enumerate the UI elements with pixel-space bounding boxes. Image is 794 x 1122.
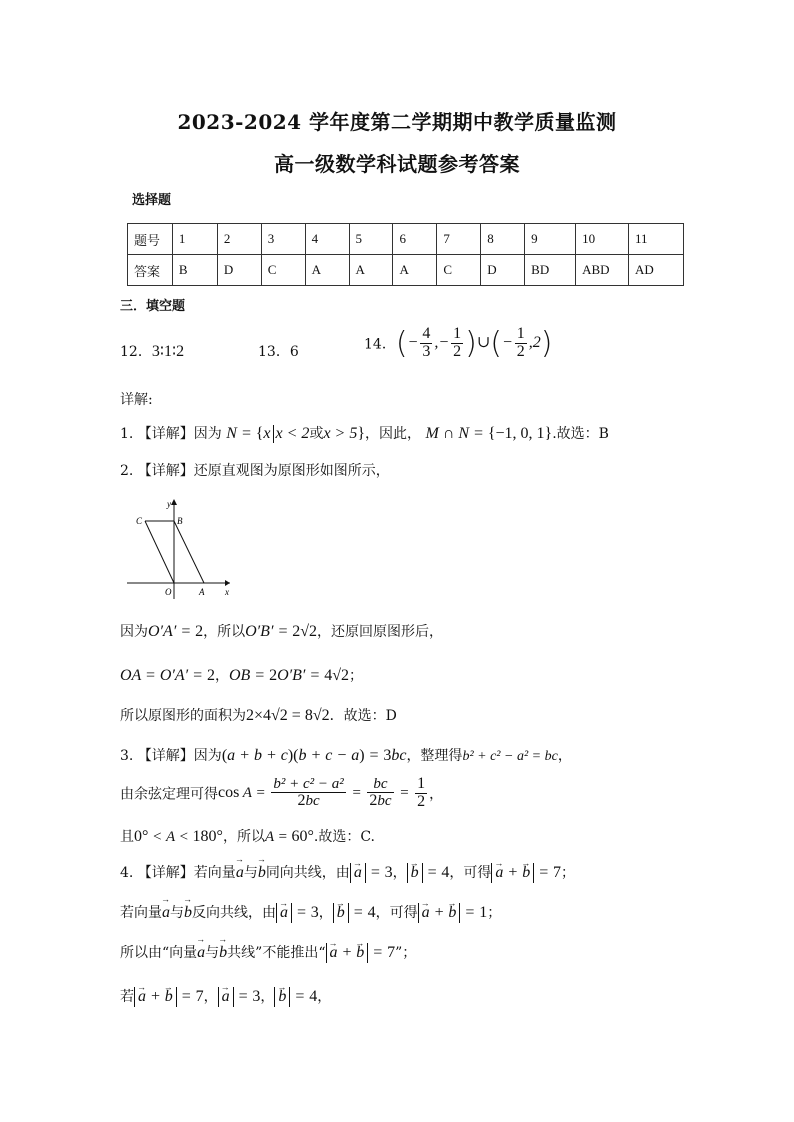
table-row (128, 224, 684, 255)
table-cell: A (393, 255, 437, 286)
x-axis-label: x (225, 587, 229, 597)
solution-2-line-1: 因为O′A′ = 2，所以O′B′ = 2√2，还原回原图形后， (120, 623, 444, 640)
table-cell: 3 (261, 224, 305, 255)
solution-4-line-2: 若向量→ a与→ b反向共线，由→ a = 3，→ b = 4，可得→ a + → b = 1； (120, 902, 501, 923)
table-cell: 4 (305, 224, 349, 255)
solution-2-line-2: OA = O′A′ = 2，OB = 2O′B′ = 4√2； (120, 667, 363, 684)
y-axis-arrow-icon (171, 499, 177, 505)
oblique-drawing-diagram (125, 495, 235, 600)
table-cell: 7 (437, 224, 481, 255)
fill-section-header: 三．填空题 (120, 299, 186, 314)
answer-table (127, 223, 684, 286)
table-cell: C (437, 255, 481, 286)
table-cell: D (217, 255, 261, 286)
table-cell: 9 (525, 224, 576, 255)
solution-3-line-1: 3. 【详解】因为(a + b + c)(b + c − a) = 3bc，整理得b² + c² − a² = bc， (120, 747, 572, 764)
details-label: 详解: (120, 392, 153, 408)
fill-answer-13: 13．6 (258, 344, 299, 360)
point-b-label: B (177, 516, 183, 526)
table-cell: 10 (576, 224, 629, 255)
solution-1: 1. 【详解】因为 N = {x x < 2或x > 5}，因此， M ∩ N = {−1, 0, 1}.故选：B (120, 425, 609, 442)
table-cell: D (481, 255, 525, 286)
x-axis-arrow-icon (225, 580, 230, 586)
table-cell: B (172, 255, 217, 286)
solution-2-line-3: 所以原图形的面积为2×4√2 = 8√2．故选：D (120, 707, 397, 724)
table-cell: AD (629, 255, 684, 286)
segment-co (145, 521, 174, 583)
solution-4-line-1: 4. 【详解】若向量→ a与→ b同向共线，由→ a = 3，→ b = 4，可得→ a + → b = 7； (120, 862, 575, 883)
fill-answer-12: 12．3∶1∶2 (120, 343, 185, 360)
solution-3-line-3: 且0° < A < 180°，所以A = 60°.故选：C. (120, 828, 375, 845)
table-row (128, 255, 684, 286)
point-c-label: C (136, 516, 143, 526)
page-title: 2023-2024 学年度第二学期期中教学质量监测 (177, 110, 617, 134)
fill-answer-14: 14．(− $\frac{4}{3}$ ,− $\frac{1}{2}$ )∪(− $\frac{1}{2}$ ,2) (364, 325, 553, 361)
solution-2-intro: 2. 【详解】还原直观图为原图形如图所示， (120, 463, 390, 479)
point-o-label: O (165, 587, 172, 597)
table-cell: ABD (576, 255, 629, 286)
table-cell: 1 (172, 224, 217, 255)
table-cell: 2 (217, 224, 261, 255)
table-cell: 8 (481, 224, 525, 255)
solution-4-line-4: 若→ a + → b = 7，→ a = 3，→ b = 4， (120, 986, 331, 1007)
solution-3-line-2: 由余弦定理可得cos A = $\frac{\text{b² + c² − a²}}{2bc}$ = $\frac{bc}{2bc}$ = $\frac{1}{2}$ ， (120, 775, 444, 810)
table-cell: 6 (393, 224, 437, 255)
table-cell: A (305, 255, 349, 286)
solution-4-line-3: 所以由“向量→ a与→ b共线”不能推出“→ a + → b = 7”； (120, 942, 416, 963)
table-cell: 题号 (128, 224, 173, 255)
segment-ba (174, 521, 204, 583)
table-cell: A (349, 255, 393, 286)
y-axis-label: y (167, 499, 171, 509)
page-subtitle: 高一级数学科试题参考答案 (274, 152, 520, 176)
point-a-label: A (199, 587, 205, 597)
table-cell: BD (525, 255, 576, 286)
choice-section-header: 选择题 (132, 193, 172, 208)
table-cell: 11 (629, 224, 684, 255)
table-cell: 答案 (128, 255, 173, 286)
table-cell: 5 (349, 224, 393, 255)
table-cell: C (261, 255, 305, 286)
